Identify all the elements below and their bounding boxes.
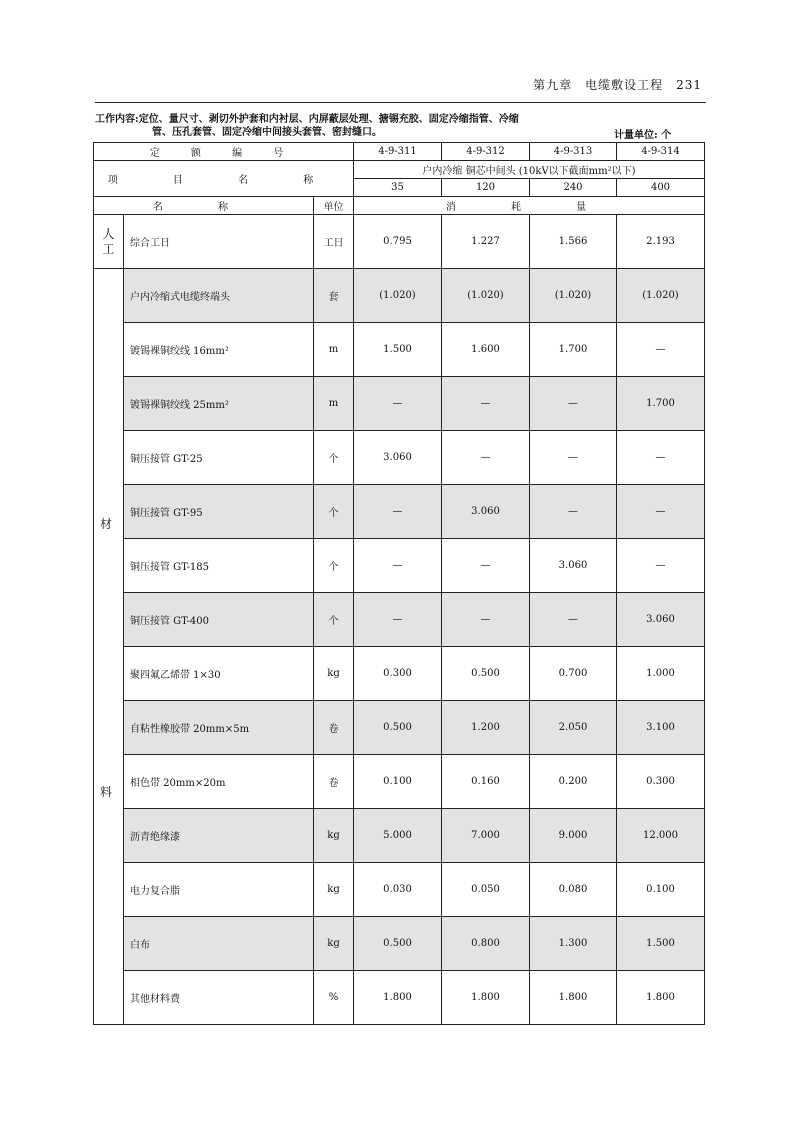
code-row <box>94 143 705 161</box>
consumption-column-header: 消 耗 量 <box>354 197 705 215</box>
value-cell: 0.500 <box>354 917 442 971</box>
value-cell: — <box>617 323 705 377</box>
item-name: 铜压接管 GT-185 <box>124 539 314 593</box>
value-cell: 2.193 <box>617 215 705 269</box>
item-name: 其他材料费 <box>124 971 314 1025</box>
item-label: 项 目 名 称 <box>94 161 354 197</box>
value-cell: 1.600 <box>442 323 530 377</box>
value-cell: (1.020) <box>354 269 442 323</box>
value-cell: 1.300 <box>530 917 617 971</box>
table-row <box>94 539 705 593</box>
value-cell: 1.000 <box>617 647 705 701</box>
value-cell: 3.060 <box>442 485 530 539</box>
value-cell: — <box>442 539 530 593</box>
table-row <box>94 809 705 863</box>
column-header-row <box>94 197 705 215</box>
item-name: 铜压接管 GT-400 <box>124 593 314 647</box>
item-unit: % <box>314 971 354 1025</box>
table-row <box>94 485 705 539</box>
code-cell: 4-9-314 <box>617 143 705 161</box>
item-unit: 个 <box>314 431 354 485</box>
work-content-line2: 管、压孔套管、固定冷缩中间接头套管、密封缝口。 <box>152 127 382 138</box>
value-cell: 0.800 <box>442 917 530 971</box>
item-name: 综合工日 <box>124 215 314 269</box>
labor-category-char: 工 <box>102 241 115 256</box>
size-cell: 240 <box>530 179 617 197</box>
value-cell: 0.100 <box>354 755 442 809</box>
value-cell: 0.500 <box>354 701 442 755</box>
value-cell: 3.060 <box>354 431 442 485</box>
value-cell: 0.100 <box>617 863 705 917</box>
item-unit: 个 <box>314 485 354 539</box>
value-cell: 2.050 <box>530 701 617 755</box>
value-cell: 1.200 <box>442 701 530 755</box>
value-cell: — <box>354 539 442 593</box>
value-cell: (1.020) <box>442 269 530 323</box>
item-unit: 卷 <box>314 755 354 809</box>
code-cell: 4-9-313 <box>530 143 617 161</box>
code-cell: 4-9-311 <box>354 143 442 161</box>
item-name: 镀锡裸铜绞线 25mm² <box>124 377 314 431</box>
value-cell: 0.200 <box>530 755 617 809</box>
work-content-label: 工作内容: <box>95 114 139 125</box>
work-content <box>95 113 695 139</box>
item-desc-row <box>94 161 705 179</box>
item-name: 铜压接管 GT-25 <box>124 431 314 485</box>
value-cell: 1.800 <box>617 971 705 1025</box>
item-name: 自粘性橡胶带 20mm×5m <box>124 701 314 755</box>
item-name: 白布 <box>124 917 314 971</box>
item-name: 户内冷缩式电缆终端头 <box>124 269 314 323</box>
value-cell: 1.800 <box>442 971 530 1025</box>
value-cell: 5.000 <box>354 809 442 863</box>
value-cell: — <box>530 593 617 647</box>
value-cell: 12.000 <box>617 809 705 863</box>
value-cell: (1.020) <box>530 269 617 323</box>
labor-category <box>94 215 124 269</box>
name-column-header: 名 称 <box>94 197 314 215</box>
item-unit: kg <box>314 809 354 863</box>
code-label: 定 额 编 号 <box>94 143 354 161</box>
table-row <box>94 593 705 647</box>
table-row <box>94 647 705 701</box>
unit-column-header: 单位 <box>314 197 354 215</box>
table-row <box>94 863 705 917</box>
size-cell: 400 <box>617 179 705 197</box>
value-cell: — <box>442 593 530 647</box>
item-unit: m <box>314 323 354 377</box>
table-row <box>94 917 705 971</box>
work-content-text1: 定位、量尺寸、剥切外护套和内衬层、内屏蔽层处理、搪锡充胶、固定冷缩指管、冷缩 <box>138 114 519 125</box>
value-cell: 9.000 <box>530 809 617 863</box>
table-row <box>94 269 705 323</box>
value-cell: 1.700 <box>530 323 617 377</box>
value-cell: — <box>354 485 442 539</box>
chapter-title: 第九章 电缆敷设工程 231 <box>533 78 702 92</box>
table-row <box>94 215 705 269</box>
value-cell: (1.020) <box>617 269 705 323</box>
value-cell: 1.566 <box>530 215 617 269</box>
table-row <box>94 431 705 485</box>
item-name: 镀锡裸铜绞线 16mm² <box>124 323 314 377</box>
labor-category-char: 人 <box>102 226 115 241</box>
value-cell: — <box>442 431 530 485</box>
value-cell: — <box>617 539 705 593</box>
item-unit: kg <box>314 863 354 917</box>
quota-table <box>93 142 705 1025</box>
value-cell: 0.300 <box>354 647 442 701</box>
value-cell: 3.060 <box>530 539 617 593</box>
value-cell: — <box>442 377 530 431</box>
value-cell: 0.160 <box>442 755 530 809</box>
unit-note: 计量单位: 个 <box>614 130 672 141</box>
work-content-line1 <box>95 113 695 126</box>
size-cell: 120 <box>442 179 530 197</box>
table-row <box>94 323 705 377</box>
item-unit: m <box>314 377 354 431</box>
item-unit: 个 <box>314 539 354 593</box>
table-row <box>94 701 705 755</box>
item-unit: 个 <box>314 593 354 647</box>
material-category-char: 材 <box>100 517 113 531</box>
value-cell: 1.227 <box>442 215 530 269</box>
table-row <box>94 755 705 809</box>
material-category-char: 料 <box>100 785 113 799</box>
item-name: 铜压接管 GT-95 <box>124 485 314 539</box>
value-cell: 0.080 <box>530 863 617 917</box>
item-unit: 套 <box>314 269 354 323</box>
item-name: 电力复合脂 <box>124 863 314 917</box>
item-unit: kg <box>314 917 354 971</box>
value-cell: 0.700 <box>530 647 617 701</box>
value-cell: — <box>617 485 705 539</box>
value-cell: 0.300 <box>617 755 705 809</box>
item-unit: kg <box>314 647 354 701</box>
item-name: 沥青绝缘漆 <box>124 809 314 863</box>
value-cell: 0.795 <box>354 215 442 269</box>
value-cell: 1.800 <box>354 971 442 1025</box>
value-cell: 1.800 <box>530 971 617 1025</box>
value-cell: — <box>617 431 705 485</box>
value-cell: — <box>530 377 617 431</box>
item-unit: 卷 <box>314 701 354 755</box>
value-cell: — <box>530 431 617 485</box>
value-cell: 1.500 <box>617 917 705 971</box>
size-cell: 35 <box>354 179 442 197</box>
item-name: 相色带 20mm×20m <box>124 755 314 809</box>
value-cell: 7.000 <box>442 809 530 863</box>
value-cell: 3.060 <box>617 593 705 647</box>
value-cell: — <box>354 593 442 647</box>
table-row <box>94 971 705 1025</box>
value-cell: 3.100 <box>617 701 705 755</box>
value-cell: 0.030 <box>354 863 442 917</box>
value-cell: — <box>354 377 442 431</box>
value-cell: 1.500 <box>354 323 442 377</box>
value-cell: 0.500 <box>442 647 530 701</box>
value-cell: — <box>530 485 617 539</box>
item-name: 聚四氟乙烯带 1×30 <box>124 647 314 701</box>
item-unit: 工日 <box>314 215 354 269</box>
value-cell: 1.700 <box>617 377 705 431</box>
value-cell: 0.050 <box>442 863 530 917</box>
material-category <box>94 269 124 1025</box>
item-description: 户内冷缩 铜芯中间头 (10kV以下截面mm²以下) <box>354 161 705 179</box>
page-header <box>95 72 706 103</box>
table-row <box>94 377 705 431</box>
code-cell: 4-9-312 <box>442 143 530 161</box>
